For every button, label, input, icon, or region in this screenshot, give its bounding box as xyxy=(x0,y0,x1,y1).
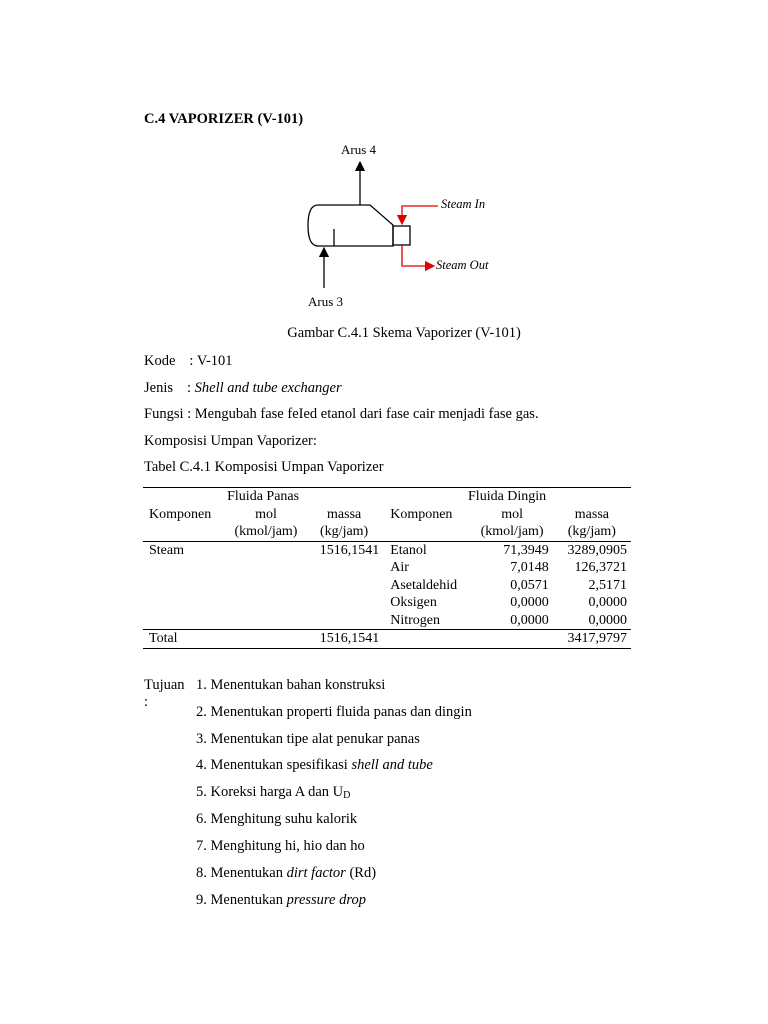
group-hot-fluid: Fluida Panas xyxy=(143,488,383,506)
header-massa-hot: massa xyxy=(327,506,362,522)
list-item: 5. Koreksi harga A dan $U_D$ xyxy=(196,784,351,801)
composition-table xyxy=(143,487,631,649)
tube-bundle-head xyxy=(393,226,410,245)
table-row: Asetaldehid 0,0571 2,5171 xyxy=(390,577,627,593)
vaporizer-vessel xyxy=(308,205,393,246)
steam-in-line xyxy=(402,206,438,220)
list-item: 6. Menghitung suhu kalorik xyxy=(196,811,358,827)
list-item: 2. Menentukan properti fluida panas dan dingin xyxy=(196,704,472,720)
header-mol-hot: mol xyxy=(255,506,277,522)
komposisi-title: Komposisi Umpan Vaporizer: xyxy=(144,433,317,449)
header-mol-cold: mol xyxy=(501,506,523,522)
total-hot-massa: 1516,1541 xyxy=(305,630,383,649)
kode-line xyxy=(144,353,233,370)
header-massa-cold: massa xyxy=(574,506,609,522)
jenis-label: Jenis xyxy=(144,380,173,396)
total-label: Total xyxy=(143,630,227,649)
table-header-row xyxy=(143,506,631,524)
figure-caption: Gambar C.4.1 Skema Vaporizer (V-101) xyxy=(287,325,521,341)
table-group-header xyxy=(143,488,631,506)
steam-out-label: Steam Out xyxy=(436,258,489,272)
table-total-row xyxy=(143,630,631,649)
table-row: Steam 1516,1541 Etanol 71,3949 3289,0905 xyxy=(149,542,627,558)
unit-massa-cold: (kg/jam) xyxy=(553,523,631,541)
unit-mol-cold: (kmol/jam) xyxy=(471,523,552,541)
fungsi-line: Fungsi : Mengubah fase feIed etanol dari fase cair menjadi fase gas. xyxy=(144,406,539,422)
vaporizer-schematic xyxy=(280,138,520,316)
list-item: 1. Menentukan bahan konstruksi xyxy=(196,677,386,693)
steam-in-label: Steam In xyxy=(441,197,486,211)
steam-out-line xyxy=(402,245,430,266)
kode-sep: : xyxy=(189,353,197,369)
kode-value: V-101 xyxy=(196,353,233,369)
list-item: 3. Menentukan tipe alat penukar panas xyxy=(196,731,420,747)
arus4-label: Arus 4 xyxy=(341,142,377,157)
vaporizer-diagram xyxy=(280,138,520,316)
table-row: Oksigen 0,0000 0,0000 xyxy=(390,595,627,610)
table-row: Nitrogen 0,0000 0,0000 xyxy=(390,612,627,628)
unit-mol-hot: (kmol/jam) xyxy=(227,523,305,541)
list-item: 8. Menentukan dirt factor (Rd) xyxy=(196,865,377,881)
jenis-line xyxy=(144,380,342,397)
list-item: 4. Menentukan spesifikasi shell and tube xyxy=(196,757,433,773)
table-title: Tabel C.4.1 Komposisi Umpan Vaporizer xyxy=(144,459,384,475)
group-cold-fluid: Fluida Dingin xyxy=(383,488,631,506)
kode-label: Kode xyxy=(144,353,176,369)
jenis-value: Shell and tube exchanger xyxy=(194,380,342,396)
header-komponen-cold: Komponen xyxy=(390,506,453,522)
total-cold-massa: 3417,9797 xyxy=(553,630,631,649)
table-row: Air 7,0148 126,3721 xyxy=(390,560,627,575)
header-komponen-hot: Komponen xyxy=(149,506,212,522)
arus3-label: Arus 3 xyxy=(308,294,344,309)
section-title: C.4 VAPORIZER (V-101) xyxy=(144,111,304,127)
table-unit-row xyxy=(143,523,631,541)
unit-massa-hot: (kg/jam) xyxy=(305,523,383,541)
tujuan-label: Tujuan : xyxy=(144,677,185,710)
list-item: 7. Menghitung hi, hio dan ho xyxy=(196,838,365,854)
list-item: 9. Menentukan pressure drop xyxy=(196,892,366,908)
jenis-sep: : xyxy=(187,380,195,396)
